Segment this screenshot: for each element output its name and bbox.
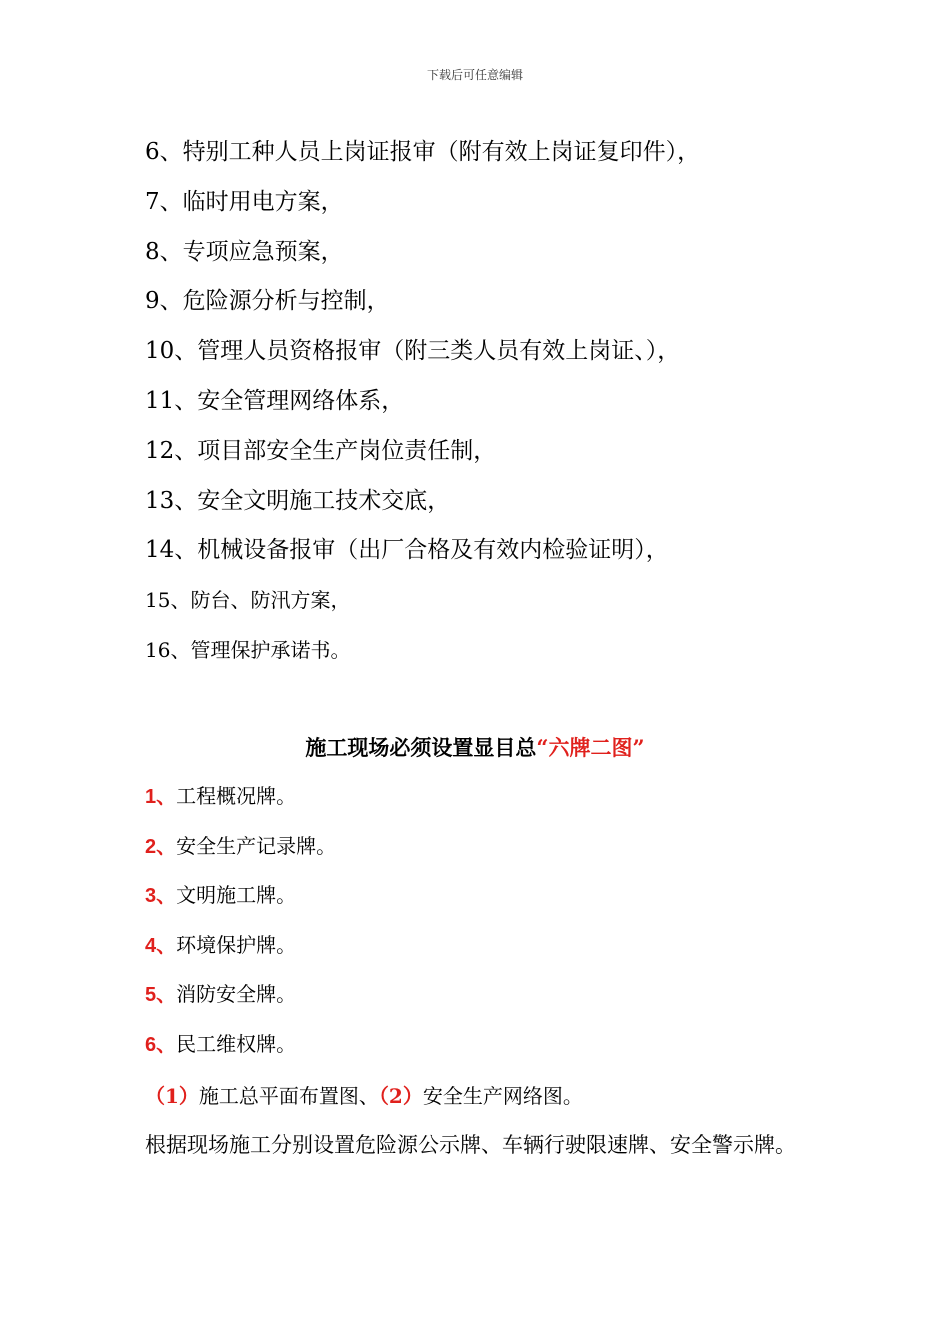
- map-number: （1）: [145, 1084, 199, 1108]
- sign-number: 2、: [145, 835, 177, 858]
- list-item: 7、临时用电方案，: [145, 188, 344, 215]
- list-item: 6、特别工种人员上岗证报审（附有效上岗证复印件），: [145, 139, 701, 165]
- list-item: 8、专项应急预案，: [145, 238, 344, 265]
- sign-text: 安全生产记录牌。: [176, 833, 337, 858]
- sign-number: 3、: [145, 885, 177, 908]
- list-item: 16、管理保护承诺书。: [145, 637, 351, 662]
- page-header: 下载后可任意编辑: [426, 68, 523, 82]
- map-text: 安全生产网络图。: [422, 1084, 583, 1108]
- sign-text: 文明施工牌。: [176, 883, 297, 908]
- sign-item: [145, 970, 825, 1020]
- heading-highlight: “六牌二图”: [536, 735, 645, 760]
- signs-list: [145, 772, 825, 1070]
- sign-item: [145, 1020, 825, 1070]
- list-item: 11、安全管理网络体系，: [145, 387, 405, 414]
- list-item: 15、防台、防汛方案，: [145, 588, 351, 613]
- sign-text: 工程概况牌。: [176, 784, 297, 808]
- sign-item: [145, 822, 825, 872]
- map-text: 施工总平面布置图、: [198, 1084, 379, 1108]
- sign-text: 消防安全牌。: [176, 982, 297, 1007]
- sign-text: 民工维权牌。: [176, 1031, 297, 1056]
- sign-item: [145, 772, 825, 822]
- maps-line: [145, 1071, 583, 1121]
- sign-item: [145, 871, 825, 921]
- document-list: [145, 128, 825, 676]
- sign-text: 环境保护牌。: [176, 932, 297, 957]
- sign-number: 4、: [145, 934, 177, 957]
- list-item: 13、安全文明施工技术交底，: [145, 487, 451, 514]
- heading-main: 施工现场必须设置显目总: [305, 735, 537, 760]
- list-item: 10、管理人员资格报审（附三类人员有效上岗证、），: [145, 338, 681, 365]
- sign-number: 1、: [145, 786, 177, 808]
- section-heading: [0, 726, 950, 770]
- map-number: （2）: [378, 1084, 423, 1108]
- list-item: 9、危险源分析与控制，: [145, 288, 390, 315]
- list-item: 14、机械设备报审（出厂合格及有效内检验证明），: [145, 537, 669, 564]
- sign-number: 6、: [145, 1033, 177, 1056]
- body-paragraph: 根据现场施工分别设置危险源公示牌、车辆行驶限速牌、安全警示牌。: [145, 1133, 796, 1157]
- list-item: 12、项目部安全生产岗位责任制，: [145, 437, 497, 464]
- sign-item: [145, 921, 825, 971]
- sign-number: 5、: [145, 984, 177, 1007]
